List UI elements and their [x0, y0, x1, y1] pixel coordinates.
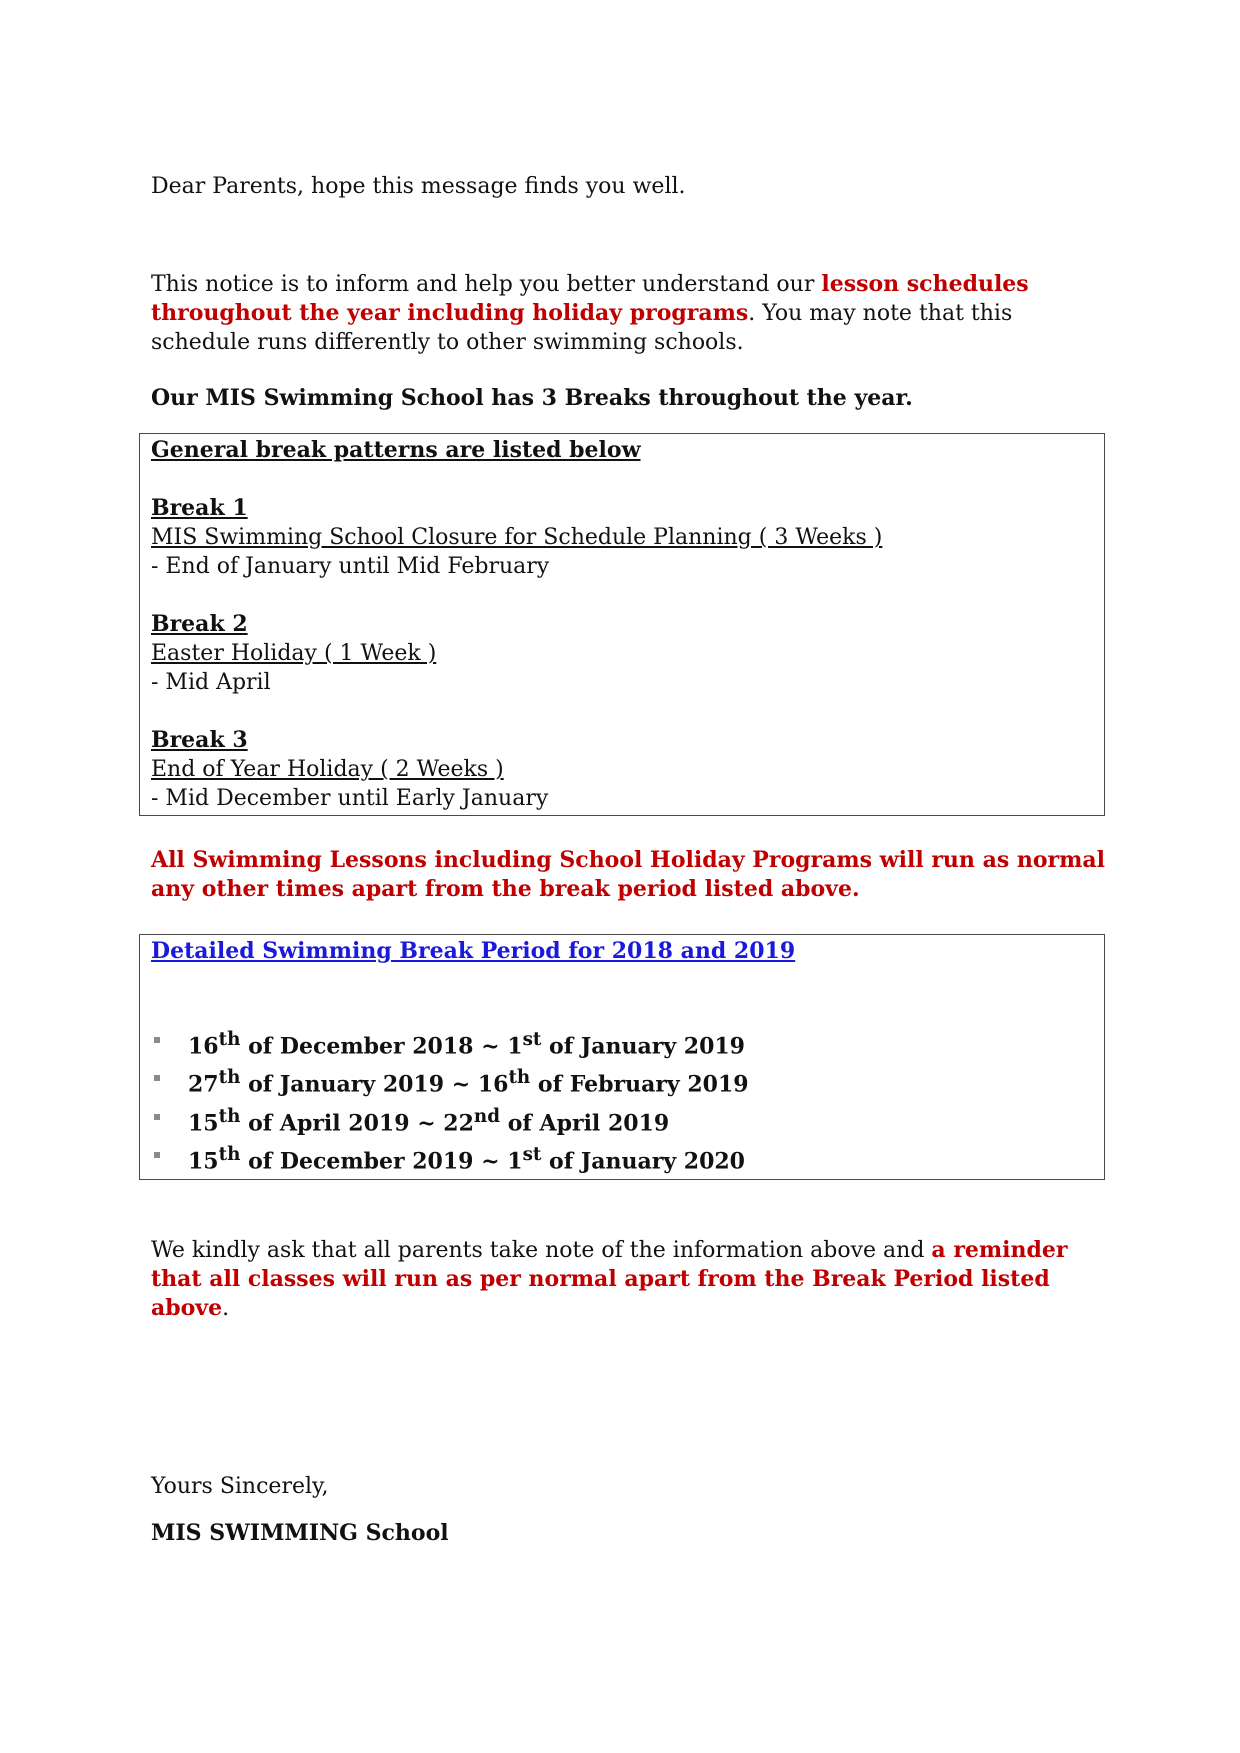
- all-lessons-notice: All Swimming Lessons including School Holiday Programs will run as normal any other times apart from the break period listed above.: [151, 847, 1106, 902]
- breaks-headline: Our MIS Swimming School has 3 Breaks throughout the year.: [151, 385, 913, 411]
- end-day: 22: [443, 1109, 474, 1136]
- end-day-suffix: st: [522, 1143, 542, 1165]
- end-day-suffix: nd: [473, 1105, 501, 1127]
- reminder-text-end: .: [222, 1296, 230, 1322]
- signature: MIS SWIMMING School: [151, 1520, 449, 1547]
- start-day: 15: [188, 1148, 219, 1175]
- break-period-item: [151, 1101, 1104, 1139]
- break-period-item: [151, 1062, 1104, 1100]
- intro-text-end: . You may note that this schedule runs differently to other swimming schools.: [151, 301, 1013, 355]
- intro-text-start: This notice is to inform and help you better understand our: [151, 272, 822, 297]
- end-date-rest: of April 2019: [500, 1109, 670, 1136]
- break-patterns-box: [139, 433, 1105, 816]
- greeting: Dear Parents, hope this message finds you well.: [151, 174, 686, 199]
- start-date-rest: of April 2019: [240, 1109, 410, 1136]
- break-item: [151, 610, 1104, 697]
- start-date-rest: of December 2019: [240, 1148, 474, 1175]
- range-separator: ~: [473, 1148, 508, 1175]
- break-period-list: [151, 1024, 1104, 1177]
- end-date-rest: of February 2019: [530, 1071, 749, 1098]
- detailed-break-box: [139, 934, 1105, 1180]
- start-day: 16: [188, 1033, 219, 1060]
- start-day-suffix: th: [218, 1105, 241, 1127]
- end-day: 1: [507, 1148, 523, 1175]
- range-separator: ~: [409, 1109, 444, 1136]
- break-name: MIS Swimming School Closure for Schedule Planning ( 3 Weeks ): [151, 525, 883, 550]
- square-bullet-icon: [154, 1114, 160, 1120]
- break-name: Easter Holiday ( 1 Week ): [151, 641, 437, 666]
- letter-body: [151, 172, 1111, 1548]
- range-separator: ~: [473, 1033, 508, 1060]
- reminder-paragraph: [151, 1236, 1111, 1323]
- start-day: 15: [188, 1109, 219, 1136]
- intro-paragraph: [151, 270, 1111, 357]
- end-day: 16: [477, 1071, 509, 1098]
- break-period: - Mid April: [151, 670, 271, 695]
- detailed-break-title-link[interactable]: Detailed Swimming Break Period for 2018 and 2019: [151, 938, 796, 964]
- break-title: Break 2: [151, 611, 248, 637]
- start-date-rest: of January 2019: [240, 1071, 445, 1098]
- square-bullet-icon: [154, 1075, 160, 1081]
- start-day-suffix: th: [218, 1029, 241, 1050]
- break-item: [151, 494, 1104, 581]
- reminder-highlight: a reminder that all classes will run as per normal apart from the Break Period listed above: [151, 1237, 1068, 1322]
- closing-salutation: Yours Sincerely,: [151, 1474, 329, 1500]
- range-separator: ~: [444, 1071, 478, 1098]
- start-day: 27: [188, 1071, 219, 1098]
- end-day-suffix: th: [508, 1067, 531, 1089]
- break-period: - End of January until Mid February: [151, 554, 550, 579]
- break-name: End of Year Holiday ( 2 Weeks ): [151, 757, 504, 782]
- break-title: Break 3: [151, 727, 248, 753]
- end-day: 1: [507, 1033, 523, 1060]
- end-date-rest: of January 2019: [541, 1033, 745, 1060]
- square-bullet-icon: [154, 1152, 160, 1158]
- break-item: [151, 726, 1104, 813]
- reminder-text-start: We kindly ask that all parents take note of the information above and: [151, 1238, 932, 1264]
- start-day-suffix: th: [218, 1143, 241, 1165]
- intro-highlight: lesson schedules throughout the year including holiday programs: [151, 271, 1029, 326]
- end-day-suffix: st: [522, 1029, 542, 1050]
- break-period-item: [151, 1024, 1104, 1062]
- break-period: - Mid December until Early January: [151, 786, 549, 811]
- break-title: Break 1: [151, 495, 248, 521]
- square-bullet-icon: [154, 1037, 160, 1043]
- break-period-item: [151, 1139, 1104, 1177]
- start-date-rest: of December 2018: [240, 1033, 474, 1060]
- end-date-rest: of January 2020: [541, 1148, 745, 1175]
- start-day-suffix: th: [218, 1067, 241, 1089]
- break-patterns-heading: General break patterns are listed below: [151, 437, 641, 463]
